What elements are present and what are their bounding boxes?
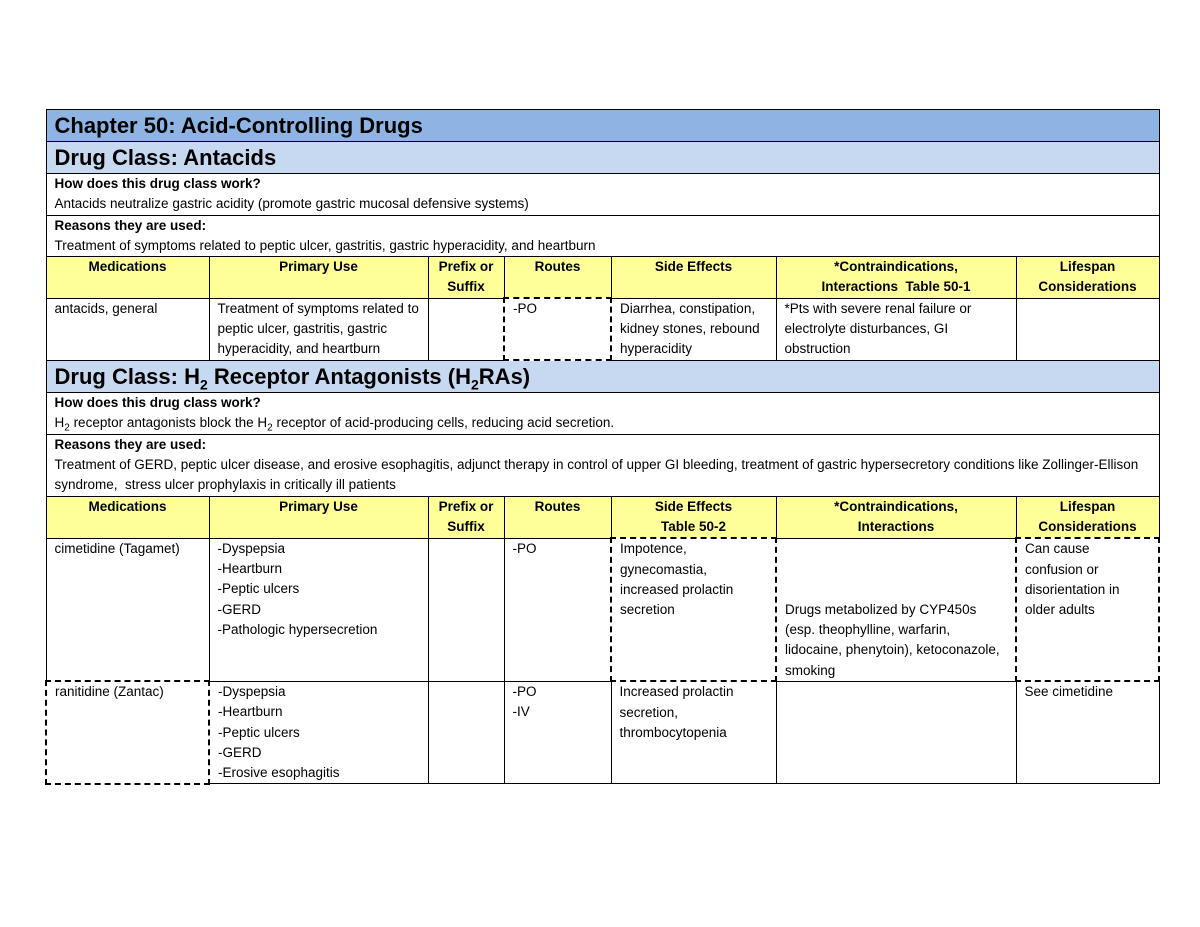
header-lifespan-line2: Considerations <box>1038 518 1137 534</box>
route-item: -PO <box>513 301 538 317</box>
antacids-reasons-cell <box>46 215 1159 257</box>
header-side-effects-line1: Side Effects <box>654 498 733 514</box>
primary-use-cell <box>209 681 428 783</box>
contraindications-spacer <box>785 539 1007 600</box>
h2ras-reasons-label: Reasons they are used: <box>54 436 207 452</box>
header-primary-use: Primary Use <box>209 257 428 299</box>
lifespan-cell: Can cause confusion or disorientation in older adults <box>1016 538 1159 681</box>
h2ras-how-cell <box>46 393 1159 435</box>
header-lifespan <box>1016 257 1159 299</box>
medication-cell: cimetidine (Tagamet) <box>46 538 209 681</box>
routes-cell <box>504 298 611 360</box>
h2ras-class-row <box>46 360 1159 393</box>
h2ras-reasons-row <box>46 434 1159 496</box>
h2ras-how-subscript: 2 <box>64 423 70 435</box>
table-row <box>46 298 1159 360</box>
contraindications-cell: *Pts with severe renal failure or electrolyte disturbances, GI obstruction <box>776 298 1016 360</box>
antacids-how-label: How does this drug class work? <box>54 176 261 191</box>
primary-use-cell <box>209 538 428 681</box>
antacids-how-row <box>46 174 1159 216</box>
side-effects-cell: Impotence, gynecomastia, increased prolactin secretion <box>611 538 776 681</box>
h2ras-title-subscript: 2 <box>471 376 479 393</box>
header-contraindications <box>776 257 1016 299</box>
h2ras-how-subscript: 2 <box>267 423 273 435</box>
prefix-cell <box>428 681 504 783</box>
primary-use-item: -Erosive esophagitis <box>218 765 340 781</box>
primary-use-item: -GERD <box>217 601 261 617</box>
antacids-class-title: Drug Class: Antacids <box>46 142 1159 174</box>
drug-table <box>45 109 1160 785</box>
header-side-effects-line2: Table 50-2 <box>660 518 727 534</box>
lifespan-cell: See cimetidine <box>1016 681 1159 783</box>
h2ras-how-part: receptor of acid-producing cells, reducing acid secretion. <box>272 415 615 431</box>
routes-cell <box>504 681 611 783</box>
antacids-class-row <box>46 142 1159 174</box>
header-contraindications-line2: Interactions Table 50-1 <box>821 279 971 295</box>
medication-cell: antacids, general <box>46 298 209 360</box>
primary-use-item: -Heartburn <box>217 561 283 577</box>
lifespan-cell <box>1016 298 1159 360</box>
header-lifespan <box>1016 496 1159 538</box>
header-lifespan-line2: Considerations <box>1038 279 1137 295</box>
prefix-cell <box>428 298 504 360</box>
primary-use-item: -GERD <box>218 744 262 760</box>
antacids-how-cell <box>46 174 1159 216</box>
h2ras-how-row <box>46 393 1159 435</box>
antacids-header-row <box>46 257 1159 299</box>
antacids-how-text: Antacids neutralize gastric acidity (promote gastric mucosal defensive systems) <box>54 196 529 212</box>
h2ras-class-title <box>46 360 1159 393</box>
primary-use-item: -Peptic ulcers <box>218 724 300 740</box>
primary-use-item: -Pathologic hypersecretion <box>217 621 378 637</box>
chapter-title-row <box>46 110 1159 142</box>
header-contraindications-line2: Interactions <box>857 518 935 534</box>
primary-use-item: -Dyspepsia <box>218 683 286 699</box>
table-row <box>46 681 1159 783</box>
h2ras-reasons-text: Treatment of GERD, peptic ulcer disease, and erosive esophagitis, adjunct therapy in control of upper GI bleeding, treatment of gastric hypersecretory conditions like Zollinger-Ellison syndrome, stress ulcer prophylaxis in critically ill patients <box>54 457 1143 493</box>
contraindications-cell <box>776 538 1016 681</box>
h2ras-how-part: H <box>54 415 65 431</box>
header-contraindications-line1: *Contraindications, <box>834 259 958 275</box>
h2ras-title-part: Drug Class: H <box>54 364 200 390</box>
header-routes: Routes <box>504 496 611 538</box>
side-effects-cell: Diarrhea, constipation, kidney stones, rebound hyperacidity <box>611 298 776 360</box>
h2ras-header-row <box>46 496 1159 538</box>
header-lifespan-line1: Lifespan <box>1059 498 1116 514</box>
header-prefix-suffix: Prefix or Suffix <box>428 496 504 538</box>
contraindications-cell <box>776 681 1016 783</box>
header-primary-use: Primary Use <box>209 496 428 538</box>
side-effects-cell: Increased prolactin secretion, thrombocytopenia <box>611 681 776 783</box>
header-contraindications-line1: *Contraindications, <box>834 498 958 514</box>
h2ras-how-label: How does this drug class work? <box>54 395 261 411</box>
medication-cell: ranitidine (Zantac) <box>46 681 209 783</box>
primary-use-item: -Peptic ulcers <box>217 581 300 597</box>
primary-use-item: -Heartburn <box>218 704 283 720</box>
h2ras-title-subscript: 2 <box>199 376 208 393</box>
h2ras-title-part: Receptor Antagonists (H <box>207 364 471 390</box>
primary-use-item: -Dyspepsia <box>217 540 286 556</box>
prefix-cell <box>428 538 504 681</box>
h2ras-how-part: receptor antagonists block the H <box>69 415 268 431</box>
antacids-reasons-text: Treatment of symptoms related to peptic ulcer, gastritis, gastric hyperacidity, and heartburn <box>54 237 596 253</box>
route-item: -IV <box>512 704 530 720</box>
antacids-reasons-row <box>46 215 1159 257</box>
header-side-effects: Side Effects <box>611 257 776 299</box>
primary-use-cell: Treatment of symptoms related to peptic ulcer, gastritis, gastric hyperacidity, and heartburn <box>209 298 428 360</box>
table-row <box>46 538 1159 681</box>
chapter-title: Chapter 50: Acid-Controlling Drugs <box>46 110 1159 142</box>
header-side-effects <box>611 496 776 538</box>
antacids-reasons-label: Reasons they are used: <box>54 217 207 233</box>
routes-cell <box>504 538 611 681</box>
h2ras-title-part: RAs) <box>478 364 531 390</box>
header-contraindications <box>776 496 1016 538</box>
h2ras-reasons-cell <box>46 434 1159 496</box>
header-medications: Medications <box>46 257 209 299</box>
header-prefix-suffix: Prefix or Suffix <box>428 257 504 299</box>
contraindications-text: Drugs metabolized by CYP450s (esp. theophylline, warfarin, lidocaine, phenytoin), ketoconazole, smoking <box>785 601 1004 678</box>
route-item: -PO <box>512 683 537 699</box>
header-routes: Routes <box>504 257 611 299</box>
header-medications: Medications <box>46 496 209 538</box>
h2ras-how-text <box>55 413 1151 433</box>
header-lifespan-line1: Lifespan <box>1059 259 1116 275</box>
route-item: -PO <box>512 540 537 556</box>
